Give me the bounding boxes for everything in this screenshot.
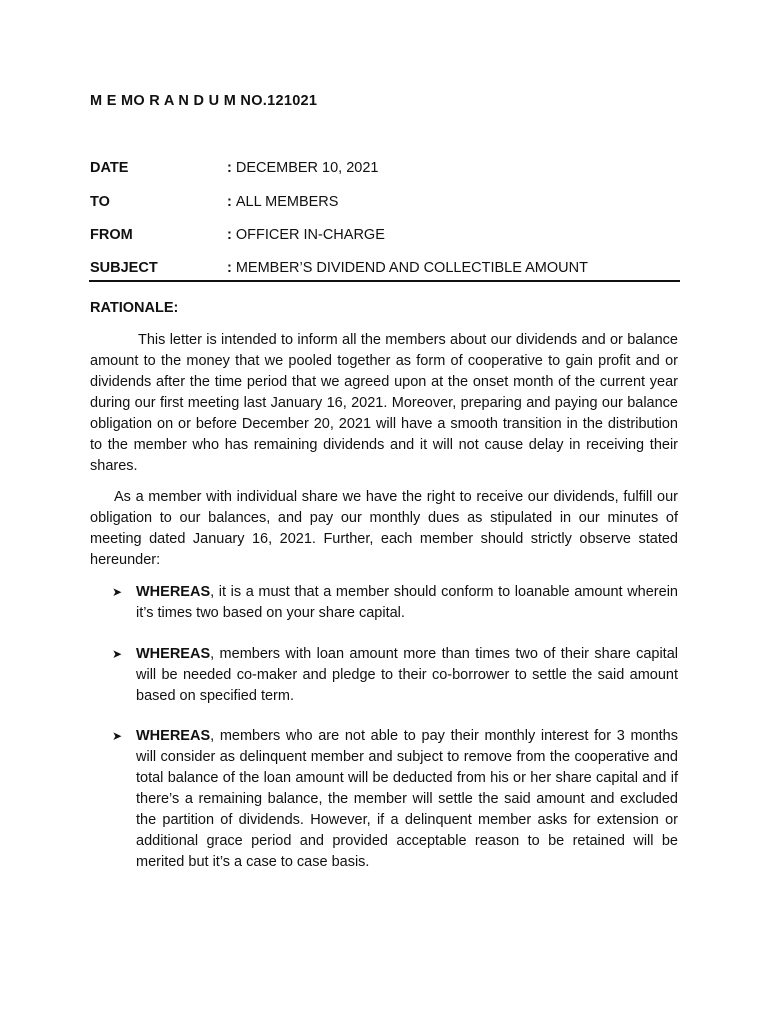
whereas-item-2-text [136, 644, 678, 707]
whereas-keyword: WHEREAS [136, 728, 211, 744]
date-value-wrap [227, 158, 379, 178]
arrow-bullet-icon: ➤ [112, 585, 123, 599]
colon: : [227, 227, 232, 243]
whereas-body: , members who are not able to pay their monthly interest for 3 months will consider as delinquent member and subject to remove from the cooperative and total balance of the loan amount will be deducted from his or her share capital and if there’s a remaining balance, the member will settle the said amount and excluded the partition of dividends. However, if a delinquent member asks for extension or additional grace period and provided acceptable reason to be retained will be merited but it’s a case to case basis. [136, 728, 678, 870]
colon: : [227, 194, 232, 210]
whereas-body: , it is a must that a member should conform to loanable amount wherein it’s times two based on your share capital. [136, 584, 678, 621]
date-value: DECEMBER 10, 2021 [235, 160, 379, 176]
paragraph-1-text: This letter is intended to inform all the members about our dividends and or balance amount to the money that we pooled together as form of cooperative to gain profit and or dividends after the time period that we agreed upon at the onset month of the current year during our first meeting last January 16, 2021. Moreover, preparing and paying our balance obligation on or before December 20, 2021 will have a smooth transition in the distribution to the member who has remaining dividends and it will not cause delay in receiving their shares. [90, 332, 678, 474]
colon: : [227, 260, 232, 276]
memo-title: M E MO R A N D U M NO.121021 [90, 93, 318, 109]
colon: : [227, 160, 232, 176]
to-value: ALL MEMBERS [235, 194, 339, 210]
paragraph-2-text: As a member with individual share we have the right to receive our dividends, fulfill our obligation to our balances, and pay our monthly dues as stipulated in our minutes of meeting dated January 16, 2021. Further, each member should strictly observe stated hereunder: [90, 489, 678, 568]
paragraph-2 [90, 487, 678, 571]
arrow-bullet-icon: ➤ [112, 729, 123, 743]
to-label: TO [90, 194, 110, 210]
whereas-keyword: WHEREAS [136, 584, 211, 600]
to-value-wrap [227, 192, 338, 212]
arrow-bullet-icon: ➤ [112, 647, 123, 661]
rationale-heading: RATIONALE: [90, 300, 179, 316]
whereas-body: , members with loan amount more than times two of their share capital will be needed co-maker and pledge to their co-borrower to settle the said amount based on specified term. [136, 646, 678, 704]
subject-value-wrap [227, 258, 588, 278]
subject-value: MEMBER’S DIVIDEND AND COLLECTIBLE AMOUNT [235, 260, 588, 276]
subject-label: SUBJECT [90, 260, 158, 276]
whereas-item-3-text [136, 726, 678, 873]
date-label: DATE [90, 160, 129, 176]
whereas-item-1-text [136, 582, 678, 624]
header-divider [89, 280, 680, 282]
from-value-wrap [227, 225, 385, 245]
whereas-keyword: WHEREAS [136, 646, 211, 662]
paragraph-1 [90, 330, 678, 477]
from-label: FROM [90, 227, 133, 243]
from-value: OFFICER IN-CHARGE [235, 227, 385, 243]
